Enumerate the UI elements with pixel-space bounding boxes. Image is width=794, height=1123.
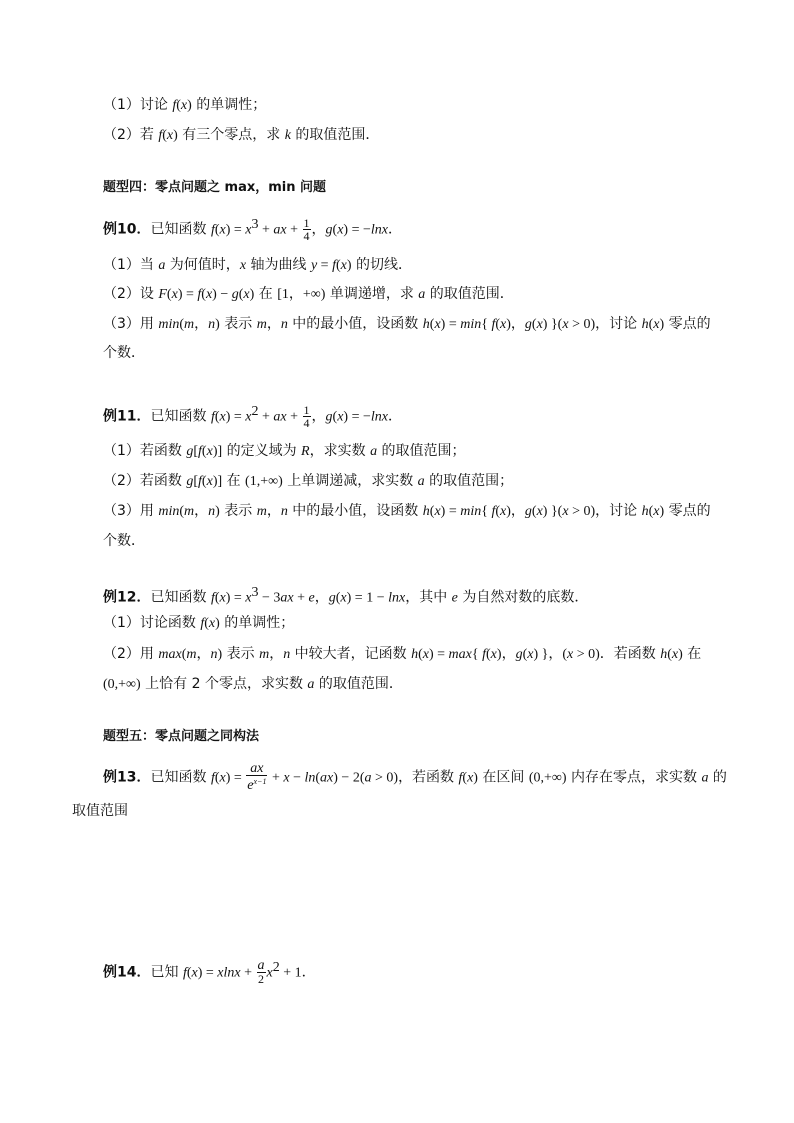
ex10-stem: 例10．已知函数 $f(x) = x^3$ + ax + $\frac{1}{4}$ ，g(x) = −lnx．	[103, 216, 402, 244]
ex10-q3b: 个数．	[103, 345, 145, 361]
ex12-q2a: （2）用 max(m，n) 表示 m，n 中较大者，记函数 h(x) = max{ f(x)，g(x) }，(x > 0)．若函数 h(x) 在	[103, 646, 702, 662]
ex11-q3b: 个数．	[103, 533, 145, 549]
ex12-stem: 例12．已知函数 $f(x) = x^3 - 3ax + e$，g(x) = 1 − lnx，其中 e 为自然对数的底数．	[103, 585, 589, 606]
top-q1: （1）讨论 f(x) 的单调性；	[103, 97, 267, 113]
section4-title: 题型四：零点问题之 max，min 问题	[103, 180, 327, 195]
ex12-q2b: (0,+∞) 上恰有 2 个零点，求实数 a 的取值范围．	[103, 676, 403, 692]
ex13-stem: 例13．已知函数 f(x) = $\frac{ax}{e^{x-1}}$ + x − ln(ax) − 2(a > 0)，若函数 f(x) 在区间 (0,+∞) 内存在零点，求实数 a 的	[103, 761, 727, 793]
ex11-q2: （2）若函数 g[f(x)] 在 (1,+∞) 上单调递减，求实数 a 的取值范围；	[103, 473, 514, 489]
section5-title: 题型五：零点问题之同构法	[103, 729, 260, 744]
ex11-q3a: （3）用 min(m，n) 表示 m，n 中的最小值，设函数 h(x) = min{ f(x)，g(x) }(x > 0)，讨论 h(x) 零点的	[103, 503, 711, 519]
ex13-stem-b: 取值范围	[72, 803, 128, 819]
ex10-q1: （1）当 a 为何值时，x 轴为曲线 y = f(x) 的切线．	[103, 257, 412, 273]
ex11-q1: （1）若函数 g[f(x)] 的定义域为 R，求实数 a 的取值范围；	[103, 443, 466, 459]
ex12-q1: （1）讨论函数 f(x) 的单调性；	[103, 615, 295, 631]
ex11-stem: 例11．已知函数 $f(x) = x^2$ + ax + $\frac{1}{4}$ ，g(x) = −lnx．	[103, 403, 402, 431]
top-q2: （2）若 f(x) 有三个零点，求 k 的取值范围．	[103, 127, 380, 143]
ex14-stem: 例14．已知 f(x) = xlnx + $\frac{a}{2}$ $x^2 + 1$．	[103, 958, 316, 987]
ex10-q3a: （3）用 min(m，n) 表示 m，n 中的最小值，设函数 h(x) = min{ f(x)，g(x) }(x > 0)，讨论 h(x) 零点的	[103, 316, 711, 332]
ex10-q2: （2）设 F(x) = f(x) − g(x) 在 [1，+∞) 单调递增，求 a 的取值范围．	[103, 286, 514, 302]
